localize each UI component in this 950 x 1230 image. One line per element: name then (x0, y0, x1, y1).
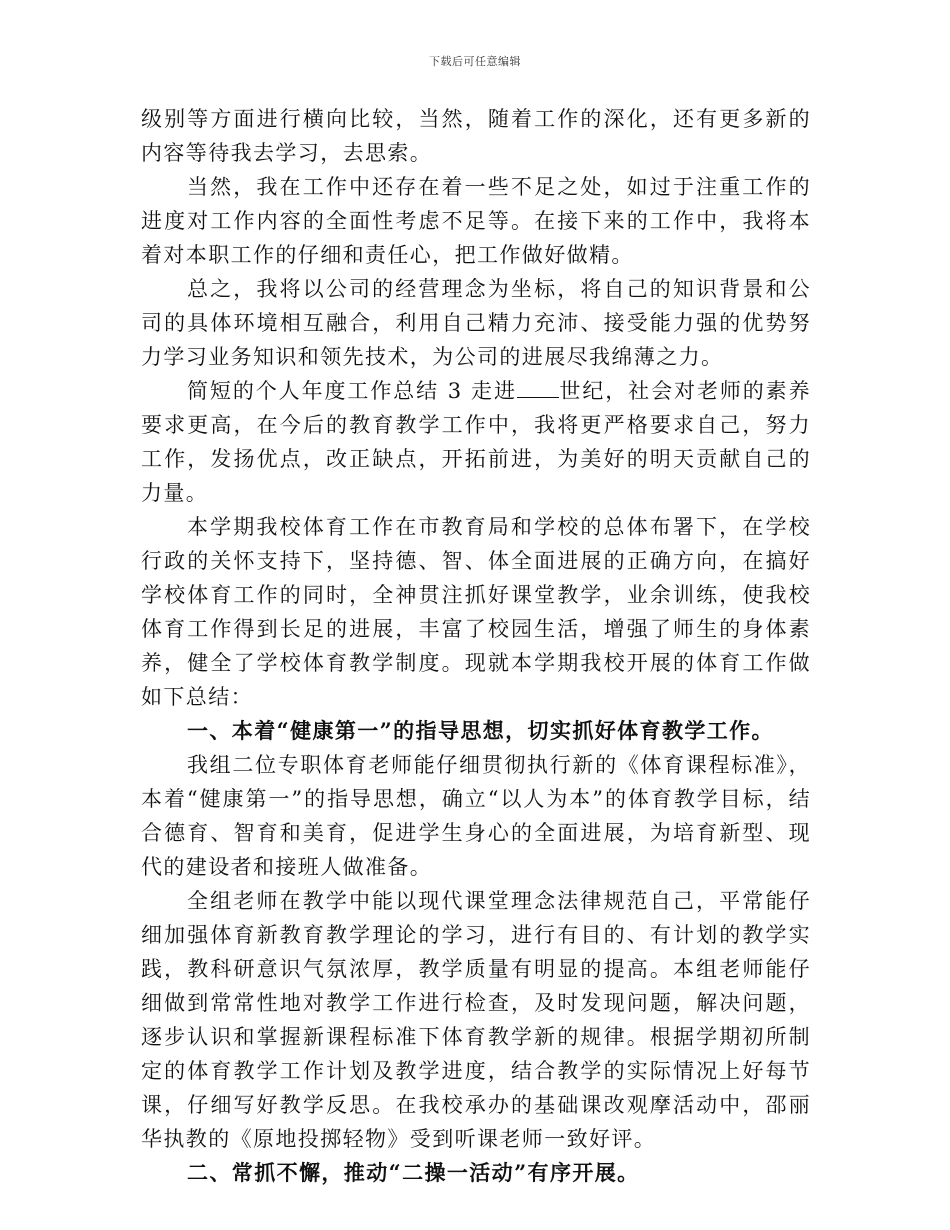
section-heading-2: 二、常抓不懈，推动“二操一活动”有序开展。 (187, 1160, 640, 1185)
document-body (141, 102, 811, 1190)
summary-3-rest-text: 世纪，社会对老师的素养要求更高，在今后的教育教学工作中，我将更严格要求自己，努力工作，发扬优点，改正缺点，开拓前进，为美好的明天贡献自己的力量。 (141, 379, 811, 505)
paragraph-curriculum-standard: 我组二位专职体育老师能仔细贯彻执行新的《体育课程标准》，本着“健康第一”的指导思想，确立“以人为本”的体育教学目标，结合德育、智育和美育，促进学生身心的全面进展，为培育新型、现代的建设者和接班人做准备。 (141, 753, 811, 879)
paragraph-teaching-practice: 全组老师在教学中能以现代课堂理念法律规范自己，平常能仔细加强体育新教育教学理论的学习，进行有目的、有计划的教学实践，教科研意识气氛浓厚，教学质量有明显的提高。本组老师能仔细做到常常性地对教学工作进行检查，及时发现问题，解决问题，逐步认识和掌握新课程标准下体育教学新的规律。根据学期初所制定的体育教学工作计划及教学进度，结合教学的实际情况上好每节课，仔细写好教学反思。在我校承办的基础课改观摩活动中，邵丽华执教的《原地投掷轻物》受到听课老师一致好评。 (141, 889, 811, 1151)
paragraph-continuation: 级别等方面进行横向比较，当然，随着工作的深化，还有更多新的内容等待我去学习，去思索。 (141, 107, 811, 165)
paragraph-shortcomings: 当然，我在工作中还存在着一些不足之处，如过于注重工作的进度对工作内容的全面性考虑不足等。在接下来的工作中，我将本着对本职工作的仔细和责任心，把工作做好做精。 (141, 175, 811, 267)
paragraph-pe-overview: 本学期我校体育工作在市教育局和学校的总体布署下，在学校行政的关怀支持下，坚持德、智、体全面进展的正确方向，在搞好学校体育工作的同时，全神贯注抓好课堂教学，业余训练，使我校体育工作得到长足的进展，丰富了校园生活，增强了师生的身体素养，健全了学校体育教学制度。现就本学期我校开展的体育工作做如下总结： (141, 515, 811, 709)
fill-in-blank (517, 379, 559, 398)
section-heading-1: 一、本着“健康第一”的指导思想，切实抓好体育教学工作。 (187, 718, 774, 743)
paragraph-conclusion: 总之，我将以公司的经营理念为坐标，将自己的知识背景和公司的具体环境相互融合，利用自己精力充沛、接受能力强的优势努力学习业务知识和领先技术，为公司的进展尽我绵薄之力。 (141, 277, 811, 369)
paragraph-summary-3 (141, 374, 811, 510)
page-header-note: 下载后可任意编辑 (429, 55, 521, 68)
summary-3-intro-text: 简短的个人年度工作总结 3 走进 (187, 379, 517, 403)
